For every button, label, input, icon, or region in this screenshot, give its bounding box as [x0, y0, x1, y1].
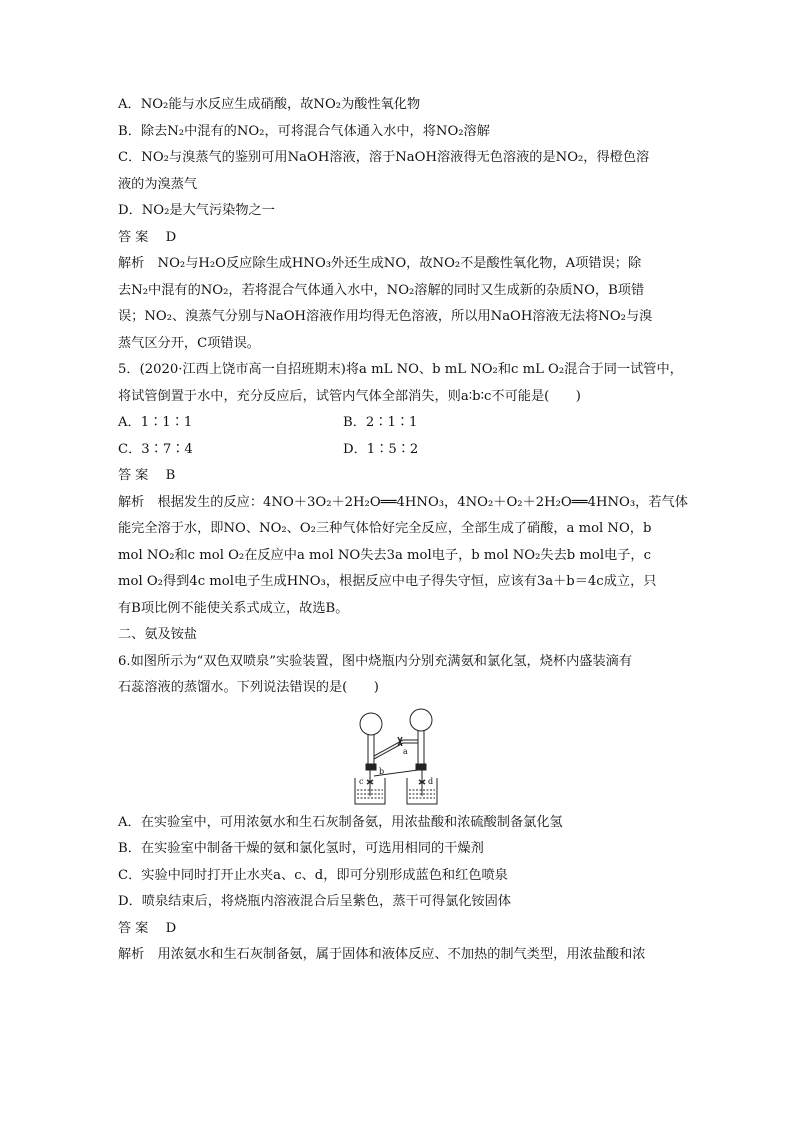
q6-option-b: B．在实验室中制备干燥的氨和氯化氢时，可选用相同的干燥剂: [118, 841, 484, 856]
section-title: 二、氨及铵盐: [118, 627, 198, 642]
fountain-apparatus-diagram: [343, 704, 453, 808]
q4-option-d: D．NO₂是大气污染物之一: [118, 203, 275, 218]
left-flask: [360, 713, 382, 735]
q4-analysis-line: 去N₂中混有的NO₂，若将混合气体通入水中，NO₂溶解的同时又生成新的杂质NO，B项错: [118, 282, 645, 298]
q5-option-d: D．1∶5∶2: [343, 441, 419, 457]
q4-option-b: B．除去N₂中混有的NO₂，可将混合气体通入水中，将NO₂溶解: [118, 123, 490, 139]
answer-label: 答案: [118, 468, 153, 483]
label-b: b: [379, 766, 385, 776]
connecting-tube: [374, 743, 418, 759]
q6-option-d: D．喷泉结束后，将烧瓶内溶液混合后呈紫色，蒸干可得氯化铵固体: [118, 894, 512, 909]
answer-value: D: [165, 229, 177, 245]
label-a: a: [403, 746, 408, 756]
q5-analysis-line: 有B项比例不能使关系式成立，故选B。: [118, 600, 349, 616]
answer-label: 答案: [118, 229, 153, 245]
answer-label: 答案: [118, 920, 153, 936]
q4-analysis-line: 蒸气区分开，C项错误。: [118, 335, 260, 351]
label-d: d: [428, 776, 434, 786]
q4-analysis-line: 误；NO₂、溴蒸气分别与NaOH溶液作用均得无色溶液，所以用NaOH溶液无法将NO₂与溴: [118, 309, 653, 324]
q6-analysis-line: 解析 用浓氨水和生石灰制备氨，属于固体和液体反应、不加热的制气类型，用浓盐酸和浓: [118, 947, 646, 962]
q5-stem-line: 将试管倒置于水中，充分反应后，试管内气体全部消失，则a∶b∶c不可能是( ): [118, 388, 581, 404]
document-page: [118, 92, 688, 969]
q6-option-a: A．在实验室中，可用浓氨水和生石灰制备氨，用浓盐酸和浓硫酸制备氯化氢: [118, 814, 563, 830]
q6-stem-line: 石蕊溶液的蒸馏水。下列说法错误的是( ): [118, 680, 379, 695]
q4-answer: [118, 225, 678, 252]
q6-option-c: C．实验中同时打开止水夹a、c、d，即可分别形成蓝色和红色喷泉: [118, 867, 508, 883]
q4-option-c-cont: 液的为溴蒸气: [118, 176, 198, 192]
q5-option-b: B．2∶1∶1: [343, 415, 418, 430]
q4-option-a: A．NO₂能与水反应生成硝酸，故NO₂为酸性氧化物: [118, 97, 421, 112]
q6-answer: [118, 916, 678, 943]
q5-option-a: A．1∶1∶1: [118, 415, 193, 430]
q5-analysis-line: mol NO₂和c mol O₂在反应中a mol NO失去3a mol电子，b mol NO₂失去b mol电子，c: [118, 547, 652, 563]
q4-option-c: C．NO₂与溴蒸气的鉴别可用NaOH溶液，溶于NaOH溶液得无色溶液的是NO₂，得橙色溶: [118, 150, 650, 165]
q4-analysis-line: 解析 NO₂与H₂O反应除生成HNO₃外还生成NO，故NO₂不是酸性氧化物，A项错误；除: [118, 256, 642, 271]
q5-options-row: [118, 437, 678, 464]
answer-value: D: [165, 920, 177, 936]
q5-option-c: C．3∶7∶4: [118, 441, 193, 457]
left-stopper: [366, 764, 376, 770]
q5-stem-line: 5．(2020·江西上饶市高一自招班期末)将a mL NO、b mL NO₂和c mL O₂混合于同一试管中，: [118, 362, 683, 377]
right-flask: [410, 709, 432, 731]
q6-stem-line: 6.如图所示为“双色双喷泉”实验装置，图中烧瓶内分别充满氨和氯化氢，烧杯内盛装滴有: [118, 653, 632, 669]
q5-options-row: [118, 410, 678, 437]
right-stopper: [416, 764, 426, 770]
q5-analysis-line: mol O₂得到4c mol电子生成HNO₃，根据反应中电子得失守恒，应该有3a＋b＝4c成立，只: [118, 574, 657, 589]
label-c: c: [359, 776, 364, 786]
q5-analysis-line: 解析 根据发生的反应：4NO＋3O₂＋2H₂O══4HNO₃，4NO₂＋O₂＋2H₂O══4HNO₃，若气体: [118, 494, 688, 510]
q5-answer: [118, 463, 678, 490]
answer-value: B: [165, 468, 176, 483]
fountain-apparatus-figure: [118, 704, 678, 810]
connecting-tube: [374, 740, 418, 756]
q5-analysis-line: 能完全溶于水，即NO、NO₂、O₂三种气体恰好完全反应，全部生成了硝酸，a mol NO，b: [118, 521, 652, 536]
